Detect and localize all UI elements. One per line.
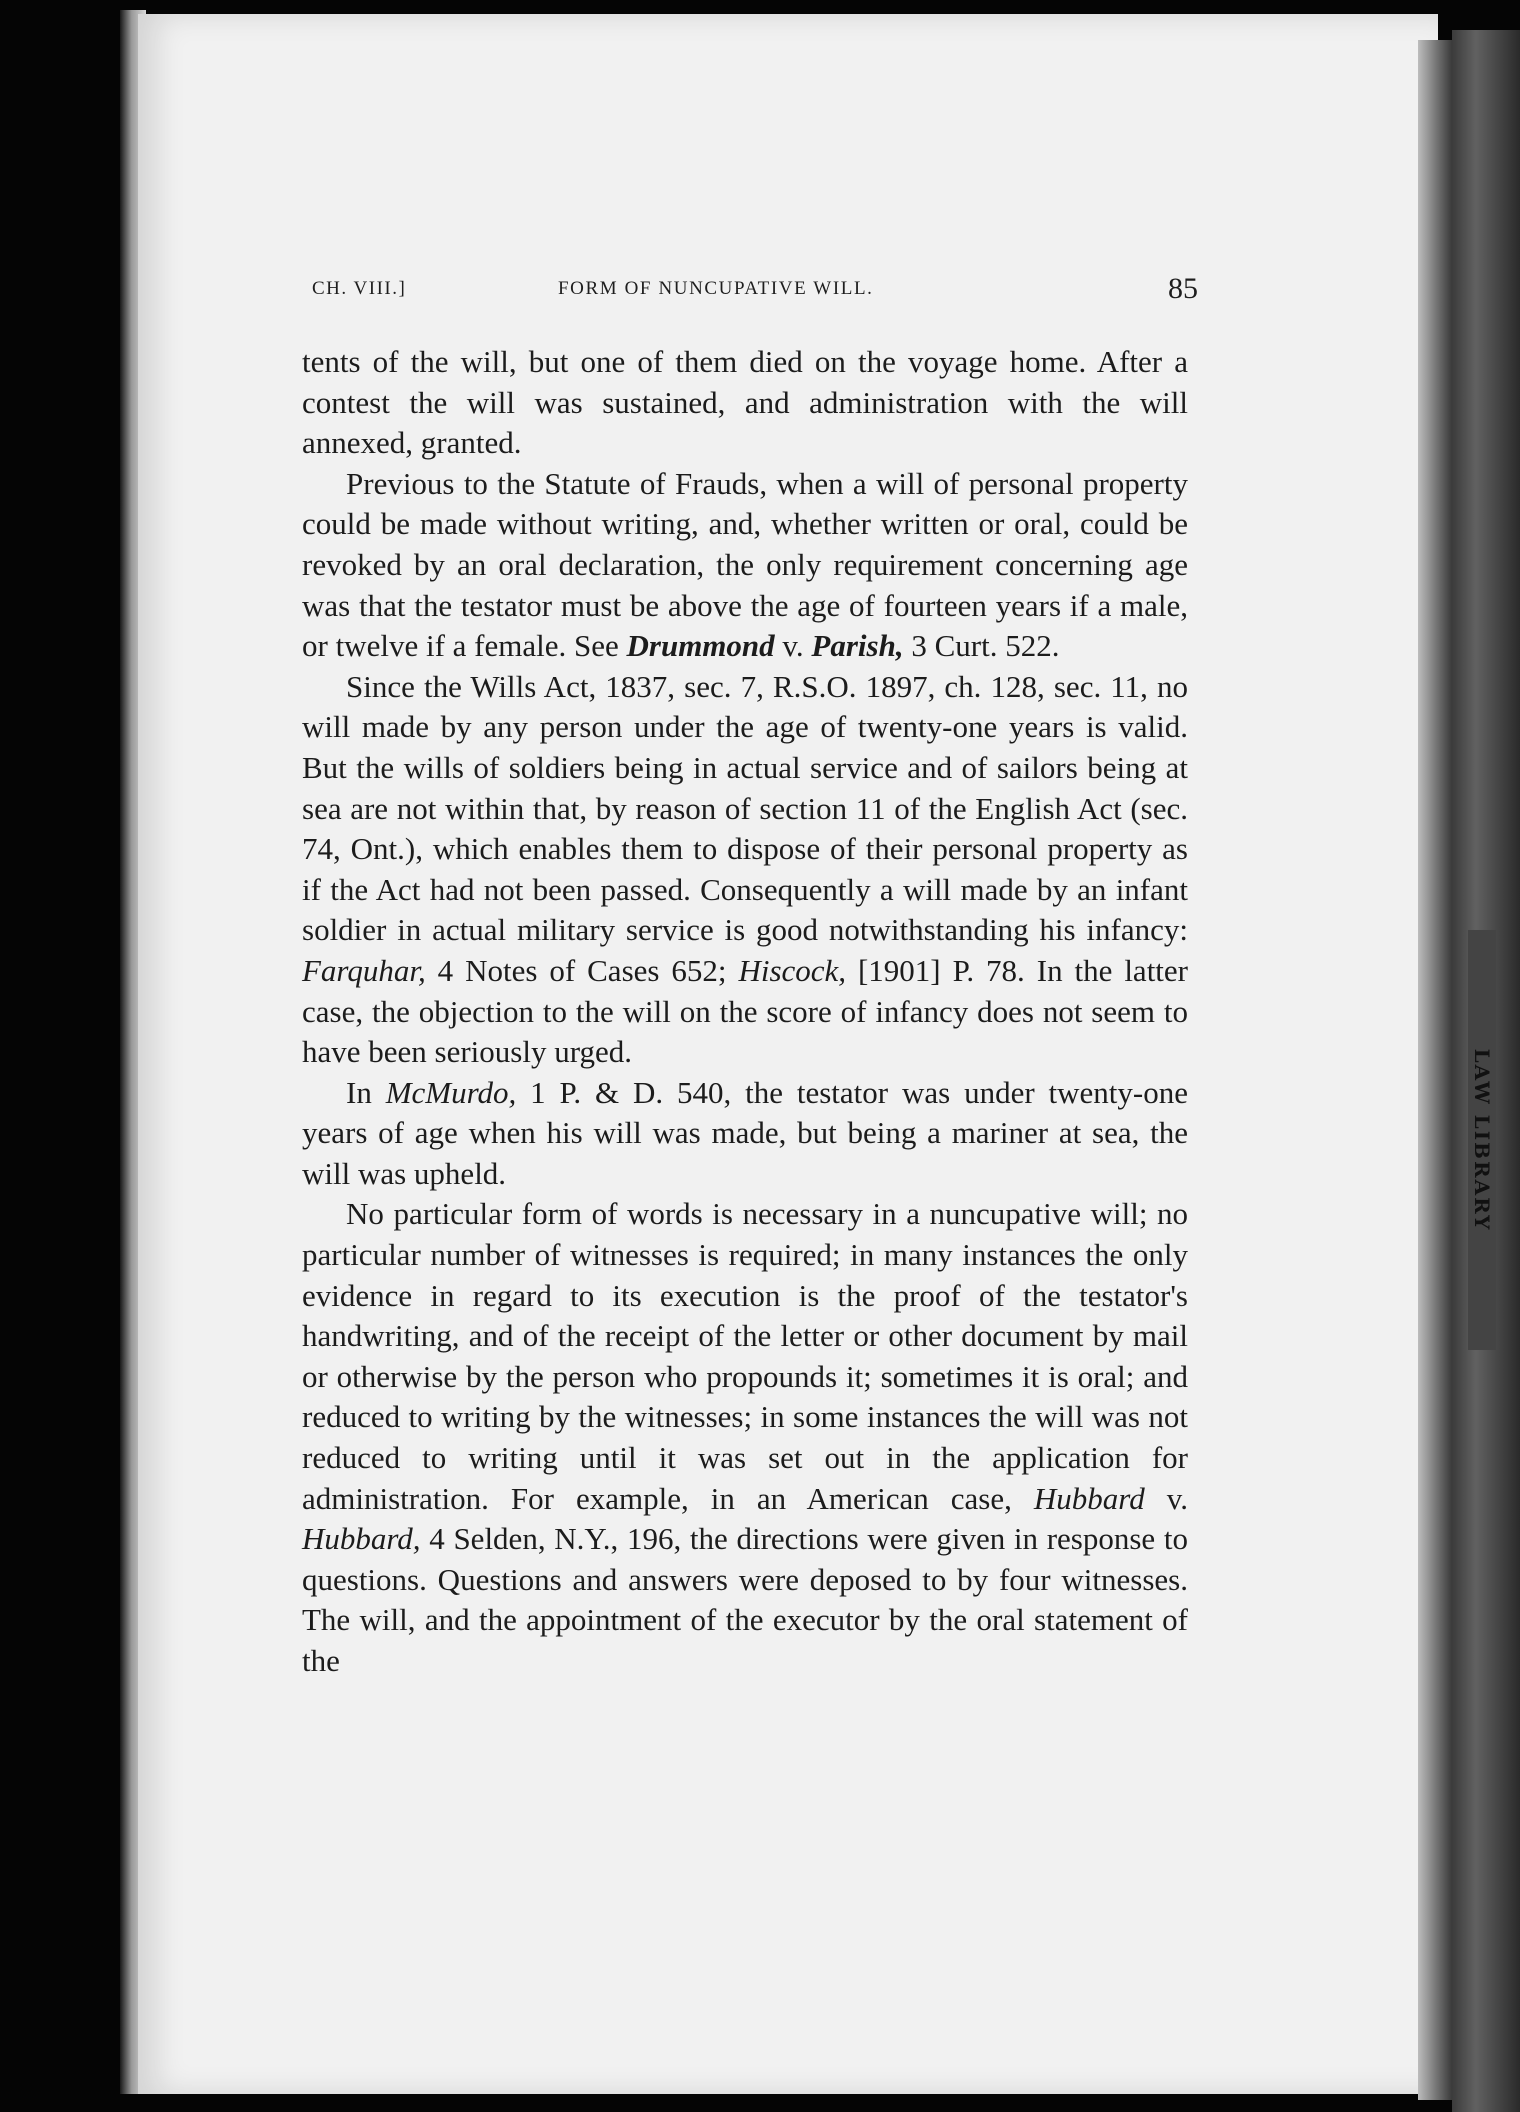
case-name: Drummond	[626, 628, 775, 664]
page-number: 85	[1168, 272, 1198, 305]
paragraph-text: v.	[774, 628, 812, 664]
paragraph-text: 1 P. & D. 540, the testator was under twenty-one years of age when his will was made, but being a mariner at sea, the will was upheld.	[302, 1074, 1188, 1191]
spine-label-text: LAW LIBRARY	[1470, 1048, 1494, 1232]
paragraph-3	[302, 667, 1188, 1073]
case-name: Hubbard,	[302, 1521, 421, 1557]
case-name: Parish,	[811, 628, 904, 664]
paragraph-text: tents of the will, but one of them died on the voyage home. After a contest the will was sustained, and administration with the will annexed, granted.	[302, 344, 1188, 461]
running-header	[312, 272, 1204, 316]
paragraph-text: v.	[1144, 1480, 1188, 1516]
paragraph-text: Previous to the Statute of Frauds, when a will of personal property could be made without writing, and, whether written or oral, could be revoked by an oral declaration, the only requirement concerning age was that the testator must be above the age of fourteen years if a male, or twelve if a female. See	[302, 465, 1188, 664]
case-name: Farquhar,	[302, 952, 426, 988]
running-title: FORM OF NUNCUPATIVE WILL.	[558, 278, 874, 299]
paragraph-text: [1901] P. 78. In the latter case, the objection to the will on the score of infancy does not seem to have been seriously urged.	[302, 952, 1188, 1070]
case-name: McMurdo,	[385, 1074, 517, 1110]
page-stack-edge	[1418, 40, 1452, 2100]
page-body	[302, 342, 1188, 1682]
paragraph-text: 4 Selden, N.Y., 196, the directions were given in response to questions. Questions and answers were deposed to by four witnesses. The will, and the appointment of the executor by the oral statement of the	[302, 1521, 1188, 1678]
paragraph-text: Since the Wills Act, 1837, sec. 7, R.S.O. 1897, ch. 128, sec. 11, no will made by any person under the age of twenty-one years is valid. But the wills of soldiers being in actual service and of sailors being at sea are not within that, by reason of section 11 of the English Act (sec. 74, Ont.), which enables them to dispose of their personal property as if the Act had not been passed. Consequently a will made by an infant soldier in actual military service is good notwithstanding his infancy:	[302, 668, 1188, 948]
paragraph-text: No particular form of words is necessary in a nuncupative will; no particular number of witnesses is required; in many instances the only evidence in regard to its execution is the proof of the testator's handwriting, and of the receipt of the letter or other document by mail or otherwise by the person who propounds it; sometimes it is oral; and reduced to writing by the witnesses; in some instances the will was not reduced to writing until it was set out in the application for administration. For example, in an American case,	[302, 1196, 1188, 1516]
paragraph-text: In	[346, 1074, 386, 1110]
paragraph-2	[302, 464, 1188, 667]
case-name: Hiscock,	[738, 952, 847, 988]
paragraph-text: 3 Curt. 522.	[903, 628, 1060, 664]
paragraph-1	[302, 342, 1188, 464]
chapter-label: CH. VIII.]	[312, 278, 407, 299]
paragraph-4	[302, 1073, 1188, 1195]
paragraph-text: 4 Notes of Cases 652;	[425, 952, 739, 988]
case-name: Hubbard	[1033, 1480, 1145, 1516]
paragraph-5	[302, 1194, 1188, 1681]
